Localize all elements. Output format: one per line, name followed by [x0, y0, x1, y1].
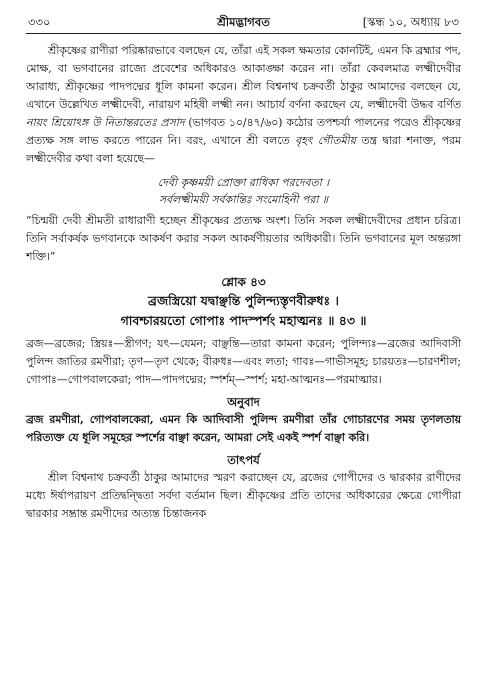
intro-paragraph	[26, 42, 461, 168]
italic-citation: বৃহৎ গৌতমীয়	[295, 134, 357, 147]
paragraph-text: (ভাগবত ১০/৪৭/৬০) কঠোর তপশ্চর্যা পালনের পরেও শ্রীকৃষ্ণের প্রত্যক্ষ সঙ্গ লাভ করতে পারেন নি। বরং, এখানে শ্রী বলতে	[26, 116, 462, 147]
paragraph-text: তন্ত্র দ্বারা শনাক্ত, পরম লক্ষ্মীদেবীর কথা বলা হয়েছে—	[26, 134, 461, 165]
translation-text: ব্রজ রমণীরা, গোপবালকেরা, এমন কি আদিবাসী পুলিন্দ রমণীরা তাঁর গোচারণের সময় তৃণলতায় পরিত্যক্ত যে ধূলি সমূহের স্পর্শের বাঞ্ছা করেন, আমরা সেই একই স্পর্শ বাঞ্ছা করি।	[26, 413, 461, 444]
quoted-verse	[26, 174, 461, 208]
purport-text: শ্রীল বিশ্বনাথ চক্রবর্তী ঠাকুর আমাদের স্মরণ করাচ্ছেন যে, ব্রজের গোপীদের ও দ্বারকার রাণীদের মধ্যে ঈর্ষাপরায়ণ প্রতিদ্বন্দ্বিতা সর্বদা বর্তমান ছিল। শ্রীকৃষ্ণের প্রতি তাদের অধিকারের ক্ষেত্রে গোপীরা দ্বারকার সম্ভ্রান্ত রমণীদের অত্যন্ত চিন্তাজনক	[26, 471, 461, 520]
page-body	[26, 42, 461, 523]
italic-citation: নায়ং শ্রিয়োঽঙ্গ উ নিতান্তরতেঃ প্রসাদ	[26, 116, 185, 129]
running-header	[28, 14, 459, 32]
shloka-heading: শ্লোক ৪৩	[221, 275, 266, 289]
section-reference: [স্কন্ধ ১০, অধ্যায় ৮৩	[362, 15, 459, 29]
book-title: শ্রীমদ্ভাগবত	[217, 15, 270, 29]
page-number: ৩৩০	[28, 15, 51, 29]
paragraph-text: শ্রীকৃষ্ণের রাণীরা পরিষ্কারভাবে বলছেন যে, তাঁরা এই সকল ক্ষমতার কোনটিই, এমন কি ব্রহ্মার পদ, মোক্ষ, বা ভগবানের রাজ্যে প্রবেশের অধিকারও আকাঙ্ক্ষা করেন না। তাঁরা কেবলমাত্র লক্ষ্মীদেবীর আরাধ্য, শ্রীকৃষ্ণের পাদপদ্মের ধূলি কামনা করেন। শ্রীল বিশ্বনাথ চক্রবর্তী ঠাকুর আমাদের বলছেন যে, এখানে উল্লেখিত লক্ষ্মীদেবী, নারায়ণ মহিষী লক্ষ্মী নন। আচার্য বর্ণনা করছেন যে, লক্ষ্মীদেবী উদ্ধব বর্ণিত	[26, 44, 461, 111]
verse-translation-quote: “চিন্ময়ী দেবী শ্রীমতী রাধারাণী হচ্ছেন শ্রীকৃষ্ণের প্রত্যক্ষ অংশ। তিনি সকল লক্ষ্মীদেবীদের প্রধান চরিত্র। তিনি সর্বাকর্ষক ভগবানকে আকর্ষণ করার সকল আকর্ষণীয়তার অধিকারী। তিনি ভগবানের মূল অন্তরঙ্গা শক্তি।”	[26, 214, 461, 263]
verse-line: দেবী কৃষ্ণময়ী প্রোক্তা রাধিকা পরদেবতা ।	[157, 176, 330, 189]
header-rule	[26, 33, 461, 34]
verse-line: সর্বলক্ষ্মীময়ী সর্বকান্তিঃ সংমোহিনী পরা ॥	[159, 193, 328, 206]
translation-heading: অনুবাদ	[227, 395, 260, 409]
synonyms-paragraph: ব্রজ—ব্রজের; স্ত্রিয়ঃ—স্ত্রীগণ; যৎ—যেমন; বাঞ্ছন্তি—তারা কামনা করেন; পুলিন্দ্যঃ—ব্রজের আদিবাসী পুলিন্দ জাতির রমণীরা; তৃণ—তৃণ থেকে; বীরুধঃ—এবং লতা; গাবঃ—গাভীসমূহ; চারয়তঃ—চারণশীল; গোপাঃ—গোপবালকেরা; পাদ—পাদপদ্মের; স্পর্শম্—স্পর্শ; মহা-আত্মনঃ—পরমাত্মার।	[26, 337, 461, 386]
shloka-line: ব্রজস্ত্রিয়ো যদ্বাঞ্ছন্তি পুলিন্দ্যস্তৃণবীরুধঃ ।	[148, 293, 339, 308]
purport-heading: তাৎপর্য	[227, 453, 260, 467]
shloka-line: গাবশ্চারয়তো গোপাঃ পাদস্পর্শং মহাত্মনঃ ॥ ৪৩ ॥	[120, 313, 367, 328]
